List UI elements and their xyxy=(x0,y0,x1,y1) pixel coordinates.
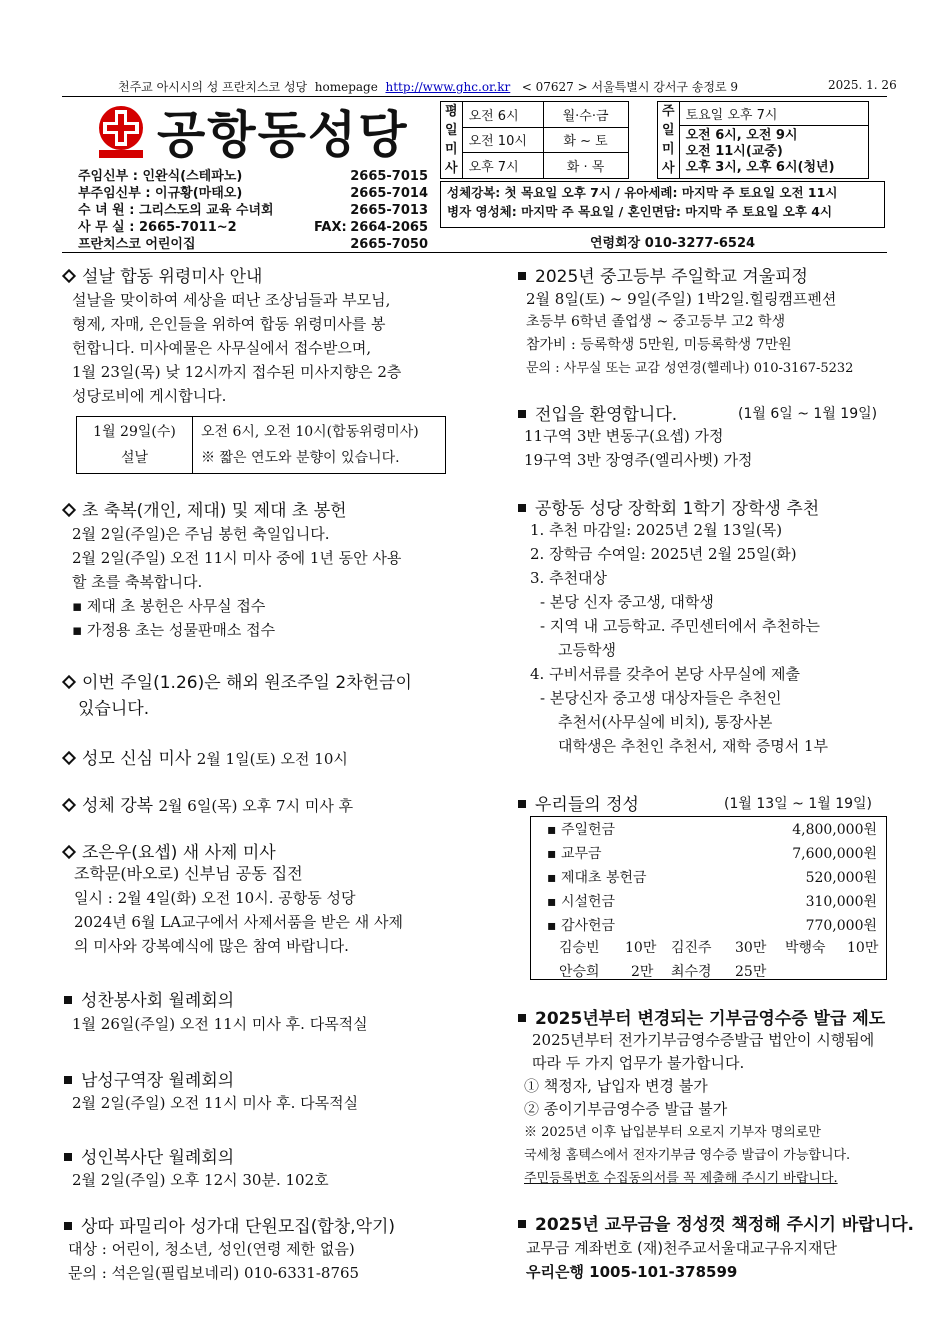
section-heading: 초 축복(개인, 제대) 및 제대 초 봉헌 xyxy=(64,496,347,521)
offering-row: ▪ 감사헌금 770,000원 xyxy=(547,918,877,934)
diamond-bullet-icon xyxy=(62,269,76,283)
sunday-mass-table xyxy=(657,101,869,179)
offering-row: ▪ 주일헌금 4,800,000원 xyxy=(547,822,877,838)
staff-row: 부주임신부 : 이규황(마태오) 2665-7014 xyxy=(78,186,428,201)
donor-list: 김승빈 10만 김진주 30만 박행숙 10만 안승희 2만 최수경 25만 xyxy=(559,940,879,980)
date-range: (1월 13일 ~ 1월 19일) xyxy=(724,796,872,812)
section-heading: 상따 파밀리아 성가대 단원모집(합창,악기) xyxy=(64,1212,395,1237)
section-body: 2월 2일(주일) 오후 12시 30분. 102호 xyxy=(72,1171,329,1189)
diamond-bullet-icon xyxy=(62,503,76,517)
staff-row: 주임신부 : 인완식(스테파노) 2665-7015 xyxy=(78,169,428,184)
offering-row: ▪ 교무금 7,600,000원 xyxy=(547,846,877,862)
mass-time: 오전 10시 xyxy=(462,127,543,153)
square-bullet-icon xyxy=(518,1014,526,1022)
section-heading: 성찬봉사회 월례회의 xyxy=(64,986,234,1011)
mass-days: 화 · 목 xyxy=(543,153,628,179)
weekday-mass-label: 평 일 미 사 xyxy=(441,102,463,179)
section-heading: 성체 강복 2월 6일(목) 오후 7시 미사 후 xyxy=(64,791,353,818)
memorial-mass-box: 1월 29일(수) 설날 오전 6시, 오전 10시(합동위령미사) ※ 짧은 연도와 분향이 있습니다. xyxy=(76,416,446,474)
square-bullet-icon xyxy=(518,410,526,418)
section-divider xyxy=(62,252,887,253)
section-body: 11구역 3반 변동구(요셉) 가정 19구역 3반 장영주(엘리사벳) 가정 xyxy=(524,427,753,469)
page-title: 공항동성당 xyxy=(157,106,409,164)
diamond-bullet-icon xyxy=(62,675,76,689)
section-heading: 2025년 교무금을 정성껏 책정해 주시기 바랍니다. xyxy=(518,1210,914,1235)
section-heading: 성인복사단 월례회의 xyxy=(64,1143,234,1168)
section-heading: 우리들의 정성 xyxy=(518,790,639,815)
section-body: 대상 : 어린이, 청소년, 성인(연령 제한 없음) 문의 : 석은일(필립보네리) 010-6331-8765 xyxy=(68,1240,360,1282)
staff-list xyxy=(78,168,428,253)
staff-row: 사 무 실 : 2665-7011~2 FAX: 2664-2065 xyxy=(78,220,428,235)
section-heading: 성모 신심 미사 2월 1일(토) 오전 10시 xyxy=(64,744,348,771)
square-bullet-icon xyxy=(518,504,526,512)
section-body: 설날을 맞이하여 세상을 떠난 조상님들과 부모님, 형제, 자매, 은인들을 위하여 합동 위령미사를 봉 헌합니다. 미사예물은 사무실에서 접수받으며, 1월 23일(목) 낮 12시까지 접수된 미사지향은 2층 성당로비에 게시합니다. xyxy=(72,291,402,405)
parish-logo-icon xyxy=(95,104,147,160)
offering-row: ▪ 제대초 봉헌금 520,000원 xyxy=(547,870,877,886)
section-body: 조학문(바오로) 신부님 공동 집전 일시 : 2월 4일(화) 오전 10시. 공항동 성당 2024년 6월 LA교구에서 사제서품을 받은 새 사제 의 미사와 강복예식에 많은 참여 바랍니다. xyxy=(74,864,403,955)
square-bullet-icon xyxy=(518,272,526,280)
offering-row: ▪ 시설헌금 310,000원 xyxy=(547,894,877,910)
mass-time: 토요일 오후 7시 xyxy=(679,102,868,126)
funeral-contact: 연령회장 010-3277-6524 xyxy=(590,236,756,251)
staff-row: 프란치스코 어린이집 2665-7050 xyxy=(78,237,428,252)
section-heading: 조은우(요셉) 새 사제 미사 xyxy=(64,838,276,863)
parish-line: 천주교 아시시의 성 프란치스코 성당 xyxy=(118,80,308,94)
mass-days: 월·수·금 xyxy=(543,102,628,128)
section-body: 2025년부터 전가기부금영수증발급 법안이 시행됨에 따라 두 가지 업무가 불가합니다. ① 책정자, 납입자 변경 불가 ② 종이기부금영수증 발급 불가 ※ 2025년 이후 납입분부터 오로지 기부자 명의로만 국세청 홈텍스에서 전자기부금 영수증 발급이 가능합니다. 주민등록번호 수집동의서를 꼭 제출해 주시기 바랍니다. xyxy=(524,1031,875,1186)
notes-line: 성체강복: 첫 목요일 오후 7시 / 유아세례: 마지막 주 토요일 오전 11시 xyxy=(447,185,838,200)
diamond-bullet-icon xyxy=(62,798,76,812)
sunday-mass-label: 주 일 미 사 xyxy=(658,102,680,179)
square-bullet-icon xyxy=(64,1076,72,1084)
section-body: 1월 26일(주일) 오전 11시 미사 후. 다목적실 xyxy=(72,1015,368,1033)
square-bullet-icon xyxy=(64,1222,72,1230)
section-body: 있습니다. xyxy=(78,699,150,719)
homepage-link[interactable]: http://www.ghc.or.kr xyxy=(385,80,511,94)
bulletin-date: 2025. 1. 26 xyxy=(828,78,897,92)
section-body: 교무금 계좌번호 (재)천주교서울대교구유지재단 우리은행 1005-101-378599 xyxy=(526,1239,838,1281)
square-bullet-icon xyxy=(64,1153,72,1161)
weekday-mass-table xyxy=(440,101,629,179)
section-heading: 남성구역장 월례회의 xyxy=(64,1066,234,1091)
section-heading: 설날 합동 위령미사 안내 xyxy=(64,262,262,287)
diamond-bullet-icon xyxy=(62,751,76,765)
header-line xyxy=(118,78,738,95)
section-heading: 이번 주일(1.26)은 해외 원조주일 2차헌금이 xyxy=(64,668,412,693)
square-bullet-icon xyxy=(518,800,526,808)
address: < 07627 > 서울특별시 강서구 송정로 9 xyxy=(521,80,739,94)
mass-time: 오전 6시 xyxy=(462,102,543,128)
homepage-label: homepage xyxy=(314,80,378,94)
section-heading: 2025년부터 변경되는 기부금영수증 발급 제도 xyxy=(518,1004,885,1029)
diamond-bullet-icon xyxy=(62,845,76,859)
mass-days: 화 ~ 토 xyxy=(543,127,628,153)
offering-table xyxy=(530,816,887,980)
mass-time: 오전 6시, 오전 9시 오전 11시(교중) 오후 3시, 오후 6시(청년) xyxy=(679,126,868,179)
staff-row: 수 녀 원 : 그리스도의 교육 수녀회 2665-7013 xyxy=(78,203,428,218)
section-heading: 2025년 중고등부 주일학교 겨울피정 xyxy=(518,262,808,287)
section-body: 1. 추천 마감일: 2025년 2월 13일(목) 2. 장학금 수여일: 2025년 2월 25일(화) 3. 추천대상 - 본당 신자 중고생, 대학생 - 지역 내 고등학교. 주민센터에서 추천하는 고등학생 4. 구비서류를 갖추어 본당 사무실에 제출 - 본당신자 중고생 대상자들은 추천인 추천서(사무실에 비치), 통장사본 대학생은 추천인 추천서, 재학 증명서 1부 xyxy=(530,521,828,755)
sacraments-notes xyxy=(440,181,885,228)
section-body: 2월 2일(주일) 오전 11시 미사 후. 다목적실 xyxy=(72,1094,359,1112)
mass-time: 오후 7시 xyxy=(462,153,543,179)
section-body: 2월 8일(토) ~ 9일(주일) 1박2일.힐링캠프펜션 초등부 6학년 졸업생 ~ 중고등부 고2 학생 참가비 : 등록학생 5만원, 미등록학생 7만원 문의 : 사무실 또는 교감 성연경(헬레나) 010-3167-5232 xyxy=(526,290,854,376)
section-heading: 공항동 성당 장학회 1학기 장학생 추천 xyxy=(518,494,819,519)
date-range: (1월 6일 ~ 1월 19일) xyxy=(738,406,878,422)
square-bullet-icon xyxy=(518,1220,526,1228)
notes-line: 병자 영성체: 마지막 주 목요일 / 혼인면담: 마지막 주 토요일 오후 4시 xyxy=(447,204,833,219)
section-body: 2월 2일(주일)은 주님 봉헌 축일입니다. 2월 2일(주일) 오전 11시 미사 중에 1년 동안 사용 할 초를 축복합니다. ▪ 제대 초 봉헌은 사무실 접수 ▪ 가정용 초는 성물판매소 접수 xyxy=(72,525,402,639)
section-heading: 전입을 환영합니다. xyxy=(518,400,677,425)
square-bullet-icon xyxy=(64,996,72,1004)
